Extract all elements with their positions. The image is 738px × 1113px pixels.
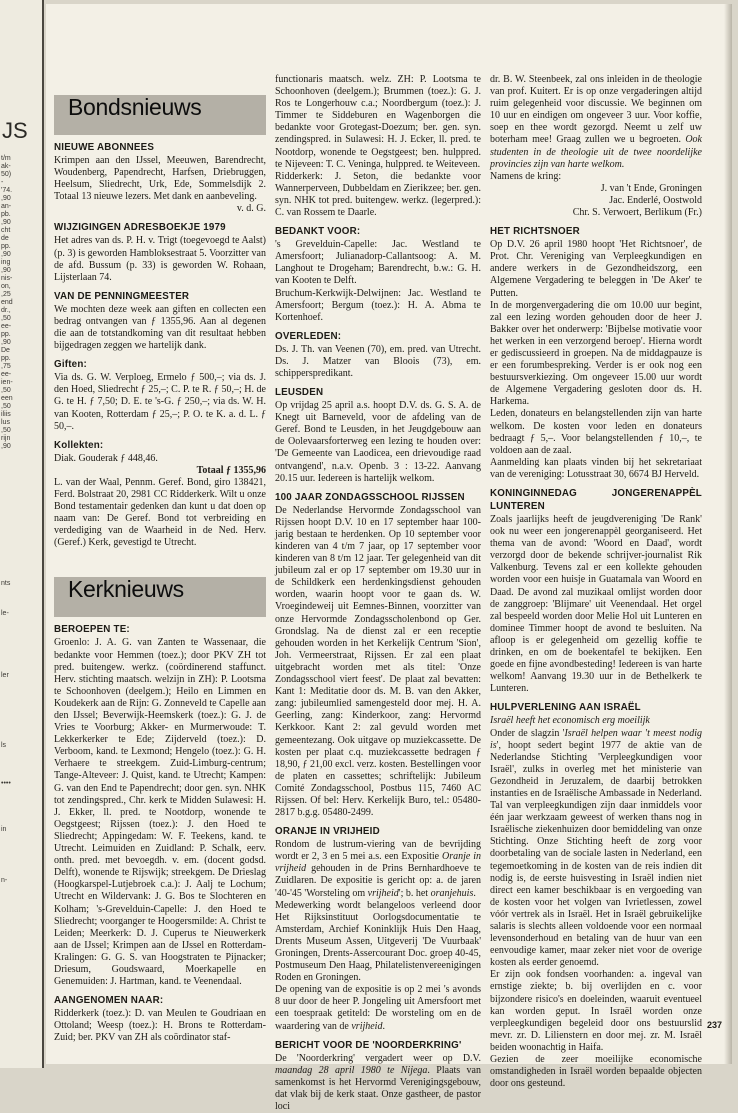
column-3 [490,74,702,1090]
heading-penningmeester: VAN DE PENNINGMEESTER [54,290,190,302]
text-hulpverlening-3: Er zijn ook fondsen voorhanden: a. ingeval van ernstige ziekte; b. bij overlijden en c. voor bijzondere risico's en doeleinden, waaruit eventueel kan worden geput. In Israël worden onze verpleegkundigen begeleid door ons bestuurslid mevr. zr. D. Lilienstern en door mej. zr. M. Israël beiden woonachtig in Haifa. [490,969,702,1053]
text-nieuwe-abonnees: Krimpen aan den IJssel, Meeuwen, Barendrecht, Woudenberg, Papendrecht, Harfsen, Driebruggen, Heelsum, Sliedrecht, Urk, Ede, Sommelsdijk 2. Totaal 13 nieuwe lezers. Met dank en aanbeveling. [54,155,266,203]
text-penningmeester-info: L. van der Waal, Pennm. Geref. Bond, giro 138421, Ferd. Bolstraat 20, 2981 CC Ridderkerk. Wilt u onze Bond testamentair gedenken dan kunt u dat doen op naam van: De Geref. Bond tot verbreiding en verdediging van de Waarheid in de Ned. Herv. (Geref.) Kerk, gevestigd te Utrecht. [54,476,266,549]
previous-page-fragment: nts [1,580,11,587]
text-koninginnedag: Zoals jaarlijks heeft de jeugdvereniging 'De Rank' ook nu weer een jongerenappèl georganiseerd. Het thema van de avond: 'Woord en Daad', wordt verzorgd door de bekende schrijver-journalist Rik Valkenburg. Tevens zal er een kollekte gehouden worden voor een huisje in Guatamala van Woord en Daad. De avond zal muzikaal omlijst worden door de zanggroep: 'Blijmare' uit Veenendaal. Het orgel zal bespeeld worden door Melie Hol uit Lunteren en dominee Timmer hoopt de avond te besluiten. Na afloop is er gelegenheid om gezellig koffie te drinken, en om de boekentafel te bekijken. Een goede en fijne avondbesteding! Iedereen is van harte welkom! Aanvang 19.30 uur in de Bethelkerk te Lunteren. [490,514,702,695]
previous-page-fragment: n- [1,877,8,884]
previous-page-fragment: in [1,826,7,833]
previous-page-fragment: t/m ak- 50) - '74. ,90 an- pb. ,90 cht de pp. ,90 ing ,90 nis- on, ,25 end dr., ,50 ee- pp. ,90 De pp. ,75 ee- ien- ,50 een ,50 iliis lus ,50 rijn ,90 [1,155,13,450]
heading-aangenomen: AANGENOMEN NAAR: [54,995,164,1007]
heading-giften: Giften: [54,359,87,371]
text-oranje-1: Rondom de lustrum-viering van de bevrijding wordt er 2, 3 en 5 mei a.s. een Expositie Oranje in vrijheid gehouden in de Prins Bernhardhoeve te Zuidlaren. De expositie is gericht op: a. de jaren '40-'45 'Worsteling om vrijheid'; b. het oranjehuis. [275,839,482,899]
text-kollekten-line: Diak. Gouderak ƒ 448,46. [54,452,158,464]
section-banner-kerknieuws [54,577,266,617]
text-giften: Via ds. G. W. Verploeg, Ermelo ƒ 500,–; via ds. J. den Hoed, Sliedrecht ƒ 25,–; C. P. te R. ƒ 50,–; H. de G. te H. ƒ 7,50; D. E. te 's-G. ƒ 250,–; via ds. W. H. van Kooten, Rotterdam ƒ 25,–; P. O. te K. a. d. L. ƒ 50,–. [54,372,266,432]
text-bedankt-1: 's Greveldui​n-Capelle: Jac. Westland te Amersfoort; Julianadorp-Callantsoog: A. M. Langhout te Drogeham; Barendrecht, b.w.: G. H. van Kooten te Delft. [275,239,481,287]
signature: Chr. S. Verwoert, Berlikum (Fr.) [572,207,702,219]
section-banner-title: Bondsnieuws [68,94,202,120]
text-totaal: Totaal ƒ 1355,96 [196,464,266,476]
section-banner-title: Kerknieuws [68,576,184,603]
heading-beroepen: BEROEPEN TE: [54,624,130,636]
heading-koninginnedag: KONINGINNEDAG JONGERENAPPÈL [490,488,702,499]
heading-wijzigingen-adresboekje: WIJZIGINGEN ADRESBOEKJE 1979 [54,222,226,234]
text-beroepen-continued: functionaris maatsch. welz. ZH: P. Lootsma te Schoonhoven (deelgem.); Brummen (toez.): G. J. Ros te Longerhouw c.a.; Noordbergum (toez.): J. Timmer te Siddeburen en Wagenborgen die bedankte voor Grotegast-Doezum; ber. gen. syn. zendingspred. in Sulawesi: H. J. Ecker, ll. pred. te Nootdorp, wonende te Oegstgeest; ben. hulppred. te Nijeveen: T. C. Veninga, hulppred. te Weiteveen. [275,74,481,170]
heading-overleden: OVERLEDEN: [275,330,342,342]
section-banner-bondsnieuws [54,95,266,135]
text-beroepen: Groenlo: J. A. G. van Zanten te Wassenaar, die bedankte voor Hemmen (toez.); door PKV ZH tot pred. buitengew. werkz. (coördinerend staffunct. Herv. stichting maatsch. welzijn in ZH): P. Lootsma te Schoonhoven (deelgem.); Heilo en Limmen en Koudekerk aan de Rijn: G. Zonneveld te Capelle aan den IJssel; Beverwijk-Heemskerk (toez.): G. J. de Vries te Voorburg; Akker- en Murmerwoude: T. Lekkerkerker te Ede; Zijderveld (toez.): D. Verboom, kand. te Lexmond; Hengelo (toez.): G. H. Verhaere te streekgem. Zuid-Limburg-centrum; Tange-Alteveer: J. Quist, kand. te Utrecht; Kampen: G. van den End te Papendrecht; door gen. syn. NHK tot zendingspred., Chr. kerk te Midden Sulawesi: H. J. Ekker, ll. pred. te Nootdorp, wonende te Oegstgeest; Rijssen (toez.): J. den Hoed te Sliedrecht; Appingedam: W. F. Teekens, kand. te Utrecht. Leimuiden en Zuidland: P. Schalk, eerv. onth. pred. met bevoegdh. v. em. (docent godsd. Delft), wonende te Rijswijk; streekgem. De Drieslag (Hoogkarspel-Lutjebroek c.a.): J. Aalj te Lochum; Utrecht en Wildervank: J. G. Bos te Slochteren en Kolham; 's-Greveldui​n-Capelle: J. den Hoed te Sliedrecht; voorganger te Hoogersmilde: A. Christ te Leiden; Meerkerk: D. J. Cuperus te Nieuwerkerk aan de IJssel; Krimpen aan de IJssel en Rotterdam-Kralingen: G. G. S. van Hoogstraten te Pijnacker; Driesum, Goudswaard, Moerkapelle en Genemuiden: J. Hartman, kand. te Veenendaal. [54,637,266,988]
text-namens: Namens de kring: [490,170,562,182]
text-leusden: Op vrijdag 25 april a.s. hoopt D.V. ds. G. S. A. de Knegt uit Barneveld, voor de afdeling van de Geref. Bond te Leusden, in het Jeugdgebouw aan de Oolevaarsforterweg een lezing te houden over: 'De Gemeente van Laodicea, een drievoudige raad ontvangend', n.a.v. Openb. 3 : 13-22. Aanvang 20.15 uur. Iedereen is hartelijk welkom. [275,400,481,484]
text-hulpverlening-4: Gezien de zeer moeilijke economische omstandigheden in Israël worden bepaalde objecten door ons gesteund. [490,1054,702,1090]
text-richtsnoer-4: Aanmelding kan plaats vinden bij het sekretariaat van de vereniging: Lotusstraat 30, 6674 BJ Herveld. [490,456,702,480]
column-2 [275,74,481,1113]
text-oranje-3: De opening van de expositie is op 2 mei 's avonds 8 uur door de heer P. Jongeling uit Amersfoort met een toespraak getiteld: De worsteling om en de waardering van de vrijheid. [275,984,481,1032]
previous-page-fragment: ler [1,672,9,679]
signature: J. van 't Ende, Groningen [600,182,702,194]
heading-noorderkring: BERICHT VOOR DE 'NOORDERKRING' [275,1039,462,1051]
text-richtsnoer-3: Leden, donateurs en belangstellenden zijn van harte welkom. De kosten voor leden en donateurs bedraagt ƒ 5,–. Voor belangstellenden ƒ 10,–, te voldoen aan de zaal. [490,408,702,456]
heading-richtsnoer: HET RICHTSNOER [490,226,580,238]
heading-bedankt-voor: BEDANKT VOOR: [275,226,361,238]
page-number: 237 [706,1020,722,1030]
text-bedankt-2: Bruchum-Kerkwijk-Delwijnen: Jac. Westland te Amersfoort; Bergum (toez.): H. A. Abma te Kortenhoef. [275,287,481,323]
text-overleden: Ds. J. Th. van Veenen (70), em. pred. van Utrecht. Ds. J. Matzer van Bloois (73), em. schipperspredikant. [275,343,481,379]
previous-page-edge [0,0,44,1068]
text-wijzigingen: Het adres van ds. P. H. v. Trigt (toegevoegd te Aalst) (p. 3) is geworden Hambloksestraat 5. Voorzitter van de afd. Bussum (p. 33) is geworden W. Rohaan, Lijsterlaan 74. [54,235,266,283]
magazine-page [46,4,732,1113]
text-oranje-2: Medewerking wordt belangeloos verleend door Het Rijksinstituut Oorlogsdocumentatie te Amsterdam, Archief Koninklijk Huis Den Haag, Drents Museum Assen, Uitgeverij 'De Vuurbaak' Groningen, Drents-Assercourant Doc. groep 40-45, Postmuseum Den Haag, Philatelistenvereenigingen Roden en Groningen. [275,899,481,984]
previous-page-fragment: ls [1,742,7,749]
previous-page-fragment: •••• [1,780,11,787]
previous-page-heading-fragment: JS [2,118,28,143]
column-1 [54,95,266,1044]
text-hulpverlening-2: Tal van verpleegkundigen zijn daar inmiddels voor één jaar werkzaam geweest of werken thans nog in Israëlische ziekenhuizen door bemiddeling van onze Stichting. Onze Stichting heeft de zorg voor doorbetaling van de sociale lasten in Nederland, een tegemoetkoming in de kosten van de reis indien dit nodig is, de eerste huisvesting in Israël indien niet direct een kamer beschikbaar is en vergoeding van de kosten voor het volgen van Ivrietlessen, zowel vóór vertrek als in Israël. Het in Israël gebruikelijke salaris is slechts alleen voldoende voor een normaal levensonderhoud en betaling van de huur van een eenvoudige kamer, maar zeker niet voor de overige kosten als eerder genoemd. [490,800,702,969]
text-richtsnoer-2: In de morgenvergadering die om 10.00 uur begint, zal een lezing worden gehouden door de heer J. Bakker over het onderwerp: 'Bijbelse motivatie voor het werken in een verzorgend beroep'. Hierna wordt er gediscussieerd in groepen. Na de middagpauze is er een forumbespreking. Verder is er ook nog een bestuursverkiezing. Om ongeveer 15.00 uur wordt de Algemene Vergadering gesloten door ds. H. Harkema. [490,299,702,408]
heading-lunteren: LUNTEREN [490,501,545,512]
text-zondagsschool: De Nederlandse Hervormde Zondagsschool van Rijssen hoopt D.V. 10 en 17 september haar 100-jarig bestaan te herdenken. Op 10 september voor kinderen van 4 t/m 7 jaar, op 17 september voor kinderen van 8 t/m 12 jaar. Ter gelegenheid van dit jubileum zal er op 17 september om 19.30 uur in de Schildkerk een herdenkingsdienst gehouden worden, waarin hoopt voor te gaan ds. W. Vroegindeweij uit Eemnes-Binnen, voorzitter van onze Hervormde Zondagsscholenbond op Ger. Grondslag. Na de dienst zal er een receptie gehouden worden in het Kerkelijk Centrum 'Sion', Joh. Vermeerstraat, Rijssen. Er zal een plaat uitgebracht worden met als titel: 'Onze Zondagsschool viert feest'. De plaat zal bevatten: Kant 1: Meditatie door ds. M. B. van den Akker, zang: jubileumlied samengesteld door mej. H. A. Geerling, zang: Kinderkoor, zang: Hervormd Kerkkoor. Kant 2: zal gevuld worden met gemeentezang. Ook uitgave op muziekcassette. De kosten per plaat c.q. muziekcassette bedragen ƒ 18,90, ƒ 21,00 excl. verz. kosten. Bestellingen voor de platen en cassettes; schriftelijk: Jubileum Comité Zondagsschool, Postbus 115, 7460 AC Rijssen. Of bel: Herv. Kerkelijk Buro, tel.: 05480-2817 b.g.g. 05480-2499. [275,504,481,819]
text-penningmeester: We mochten deze week aan giften en collecten een bedrag ontvangen van ƒ 1355,96. Aan al degenen die aan de totstandkoming van dit resultaat hebben bijgedragen zeggen we hartelijk dank. [54,303,266,352]
text-noorderkring-continued: dr. B. W. Steenbeek, zal ons inleiden in de theologie van prof. Kuitert. Er is op onze vergaderingen altijd ruim gelegenheid voor discussie. We beginnen om 10 uur en eindigen om ongeveer 3 uur. Voor koffie, soep en thee wordt gezorgd. Neemt u zelf uw boterham mee! Graag zullen we u begroeten. Ook studenten in de theologie uit de twee noordelijke provincies zijn van harte welkom. [490,74,702,170]
signature: Jac. Enderlé, Oostwold [609,194,702,206]
signature: v. d. G. [236,203,266,215]
heading-zondagsschool: 100 JAAR ZONDAGSSCHOOL RIJSSEN [275,491,465,503]
text-beroepen-continued-2: Ridderkerk: J. Seton, die bedankte voor Wannerperveen, Dubbeldam en Zierikzee; ber. gen. syn. NHK tot pred. buitengew. werkz. (legerpred.): C. van Rossem te Daarle. [275,170,481,219]
text-noorderkring: De 'Noorderkring' vergadert weer op D.V. maandag 28 april 1980 te Nijega. Plaats van samenkomst is het Hervormd Verenigingsgebouw, dat vlak bij de kerk staat. Onze gastheer, de pastor loci [275,1052,481,1113]
heading-kollekten: Kollekten: [54,439,104,451]
text-richtsnoer-1: Op D.V. 26 april 1980 hoopt 'Het Richtsnoer', de Prot. Chr. Vereniging van Verpleegkundigen en andere werkers in de Gezondheidszorg, een Algemene Vergadering te beleggen in 'De Aker' te Putten. [490,239,702,299]
subheading-israel: Israël heeft het economisch erg moeilijk [490,715,650,727]
text-hulpverlening-1: Onder de slagzin 'Israël helpen waar 't meest nodig is', hoopt sedert begint 1977 de aktie van de Nederlandse Stichting 'Verpleegkundigen voor Israël', zulks in overleg met het ministerie van Gezondheid in Jeruzalem, de daarbij betrokken instanties en de Israëlische Ambassade in Nederland. [490,727,702,799]
text-aangenomen: Ridderkerk (toez.): D. van Meulen te Goudriaan en Ottoland; Weesp (toez.): H. Brons te Rotterdam-Zuid; ber. PKV van ZH als coördinator staf- [54,1008,266,1044]
heading-leusden: LEUSDEN [275,387,324,399]
heading-nieuwe-abonnees: NIEUWE ABONNEES [54,142,155,153]
previous-page-fragment: le- [1,610,9,617]
page-fold-shadow [724,4,732,1064]
heading-oranje-in-vrijheid: ORANJE IN VRIJHEID [275,826,380,838]
heading-hulpverlening-israel: HULPVERLENING AAN ISRAËL [490,702,641,714]
